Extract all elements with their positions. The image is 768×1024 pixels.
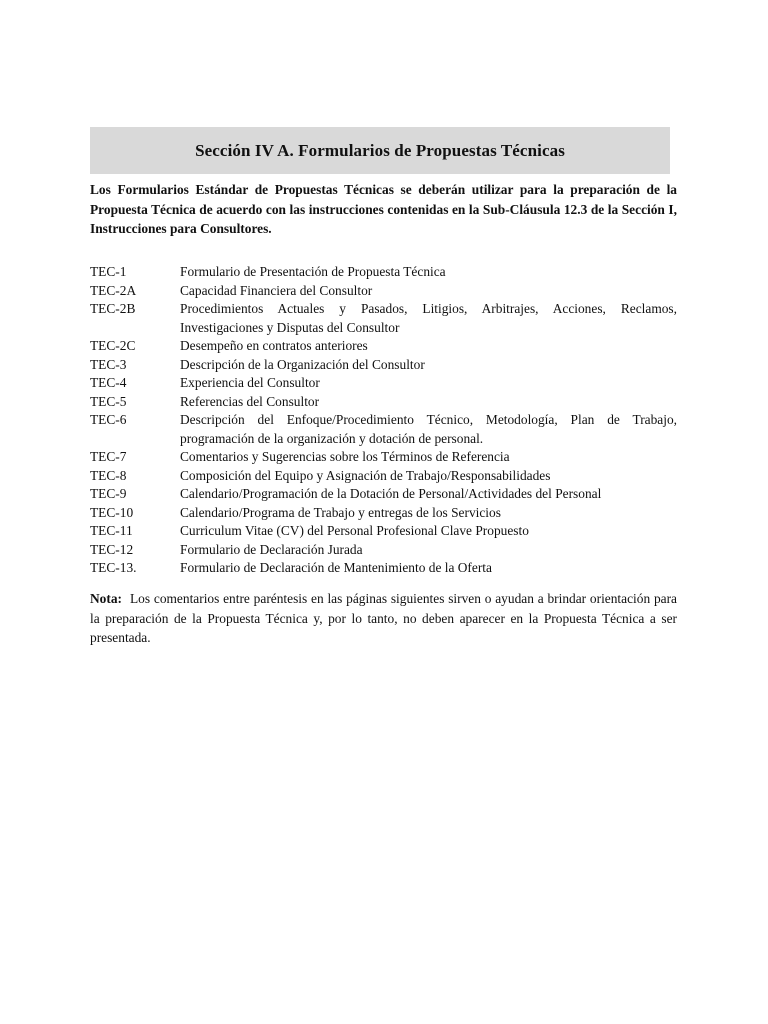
- form-description: Formulario de Presentación de Propuesta Técnica: [180, 264, 446, 279]
- form-description: Desempeño en contratos anteriores: [180, 338, 368, 353]
- form-code: TEC-5: [90, 393, 127, 409]
- form-row: [90, 467, 677, 486]
- form-row: [90, 411, 677, 448]
- form-row: [90, 448, 677, 467]
- form-description: Calendario/Programa de Trabajo y entregas de los Servicios: [180, 504, 501, 520]
- form-description: Capacidad Financiera del Consultor: [180, 282, 373, 298]
- form-code: TEC-6: [90, 412, 127, 427]
- form-row: [90, 300, 677, 337]
- form-code: TEC-11: [90, 523, 133, 538]
- form-description: Experiencia del Consultor: [180, 375, 320, 390]
- form-row: [90, 504, 677, 523]
- form-description: Comentarios y Sugerencias sobre los Términos de Referencia: [180, 449, 510, 464]
- form-description: Curriculum Vitae (CV) del Personal Profesional Clave Propuesto: [180, 523, 529, 538]
- form-code: TEC-10: [90, 504, 134, 520]
- form-code: TEC-3: [90, 356, 127, 372]
- form-description: Calendario/Programación de la Dotación de Personal/Actividades del Personal: [180, 486, 602, 501]
- form-code: TEC-7: [90, 449, 127, 464]
- form-code: TEC-12: [90, 541, 134, 557]
- form-row: [90, 337, 677, 356]
- note-label: Nota:: [90, 591, 122, 606]
- form-row: [90, 263, 677, 282]
- form-description: Composición del Equipo y Asignación de Trabajo/Responsabilidades: [180, 467, 551, 483]
- form-row: [90, 282, 677, 301]
- form-description: Formulario de Declaración de Mantenimiento de la Oferta: [180, 560, 492, 575]
- form-row: [90, 356, 677, 375]
- form-row: [90, 522, 677, 541]
- form-row: [90, 485, 677, 504]
- form-code: TEC-9: [90, 486, 127, 501]
- form-row: [90, 559, 677, 578]
- note-paragraph: [90, 589, 677, 648]
- form-code: TEC-4: [90, 375, 127, 390]
- form-row: [90, 541, 677, 560]
- intro-paragraph: Los Formularios Estándar de Propuestas Técnicas se deberán utilizar para la preparación de la Propuesta Técnica de acuerdo con las instrucciones contenidas en la Sub-Cláusula 12.3 de la Sección I, Instrucciones para Consultores.: [90, 182, 677, 236]
- form-code: TEC-8: [90, 467, 127, 483]
- form-code: TEC-2A: [90, 282, 137, 298]
- form-row: [90, 374, 677, 393]
- form-description: Procedimientos Actuales y Pasados, Litigios, Arbitrajes, Acciones, Reclamos, Investigaciones y Disputas del Consultor: [180, 301, 677, 335]
- form-code: TEC-2C: [90, 338, 136, 353]
- form-code: TEC-1: [90, 264, 127, 279]
- section-title: Sección IV A. Formularios de Propuestas Técnicas: [195, 140, 565, 160]
- form-code: TEC-2B: [90, 301, 136, 316]
- form-description: Descripción del Enfoque/Procedimiento Técnico, Metodología, Plan de Trabajo, programación de la organización y dotación de personal.: [180, 412, 677, 446]
- forms-list: [90, 263, 677, 578]
- note-text: Los comentarios entre paréntesis en las páginas siguientes sirven o ayudan a brindar orientación para la preparación de la Propuesta Técnica y, por lo tanto, no deben aparecer en la Propuesta Técnica a ser presentada.: [90, 591, 677, 645]
- section-title-banner: [90, 127, 670, 174]
- form-description: Descripción de la Organización del Consultor: [180, 356, 425, 372]
- form-row: [90, 393, 677, 412]
- form-description: Referencias del Consultor: [180, 393, 320, 409]
- form-description: Formulario de Declaración Jurada: [180, 541, 363, 557]
- form-code: TEC-13.: [90, 560, 137, 575]
